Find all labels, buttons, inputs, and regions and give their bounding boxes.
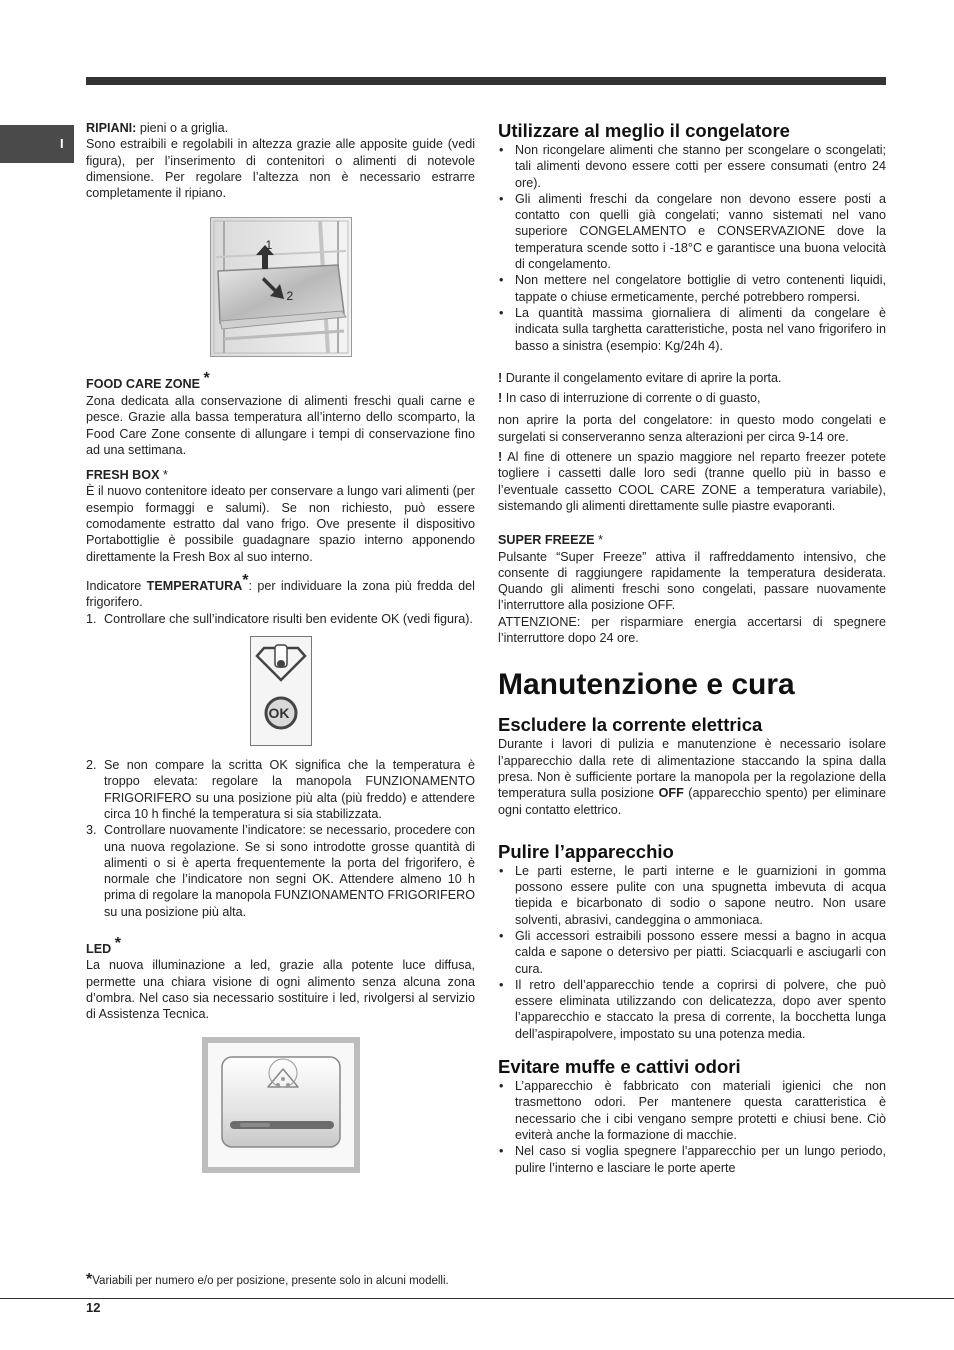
warning-icon: !	[498, 391, 503, 406]
footnote-text: Variabili per numero e/o per posizione, presente solo in alcuni modelli.	[92, 1275, 449, 1287]
list-item: • Gli alimenti freschi da congelare non devono essere posti a contatto con quelli già congelati; vanno sistemati nel vano superiore CONGELAMENTO e CONSERVAZIONE dove la temperatura scende sotto i -18°C e garantisce una buona velocità di congelamento.	[498, 191, 886, 272]
page-title: Manutenzione e cura	[498, 668, 795, 702]
super-freeze-heading	[498, 532, 886, 548]
warning-text: Durante il congelamento evitare di aprire la porta.	[502, 370, 782, 385]
fresh-box-text: È il nuovo contenitore ideato per conservare a lungo vari alimenti (per esempio formaggi e salumi). Se non richiesto, può essere comodamente estratto dal vano frigo. Ove presente il dispositivo Portabottiglie è possibile guadagnare spazio interno apponendo direttamente la Fresh Box al suo interno.	[86, 484, 475, 564]
power-title: Escludere la corrente elettrica	[498, 714, 763, 736]
step-text: Controllare nuovamente l’indicatore: se necessario, procedere con una nuova regolazione. Se si sono introdotte grosse quantità di alimenti o si è aperta frequentemente la porta del frigorifero, è normale che l’indicatore non segni OK. Attendere almeno 10 h prima di regolare la manopola FUNZIONAMENTO FRIGORIFERO su una posizione più alta.	[104, 823, 475, 919]
food-care-text: Zona dedicata alla conservazione di alimenti freschi quali carne e pesce. Grazie alla bassa temperatura all’interno dello scomparto, la Food Care Zone consente di allungare i tempi di conservazione fino ad una settimana.	[86, 393, 475, 457]
step-item	[86, 757, 475, 822]
super-freeze-warning: ATTENZIONE: per risparmiare energia accertarsi di spegnere l’interruttore dopo 24 ore.	[498, 614, 886, 646]
power-text	[498, 736, 886, 817]
mould-list	[498, 1078, 886, 1176]
indicator-post: : per individuare la zona più fredda del frigorifero.	[86, 579, 475, 610]
list-item: • Le parti esterne, le parti interne e le guarnizioni in gomma possono essere pulite con una spugnetta imbevuta di acqua tiepida e bicarbonato di sodio o sapone neutro. Non usare solventi, abrasivi, candeggina o ammoniaca.	[498, 863, 886, 928]
top-rule	[86, 77, 886, 85]
clean-list	[498, 863, 886, 1042]
warning-icon: !	[498, 370, 503, 385]
page-number: 12	[86, 1300, 101, 1315]
step-number: 1.	[86, 611, 97, 626]
step-number: 3.	[86, 823, 97, 838]
indicator-illustration	[250, 636, 312, 746]
led-illustration	[202, 1037, 360, 1173]
list-item: • Gli accessori estraibili possono essere messi a bagno in acqua calda e sapone o detersivo per piatti. Sciacquarli e asciugarli con cura.	[498, 928, 886, 977]
led-heading	[86, 936, 475, 957]
temperature-indicator-figure	[250, 636, 312, 746]
warning-1	[498, 370, 886, 386]
ripiani-intro: pieni o a griglia.	[136, 121, 229, 135]
shelf-figure-label-1: 1	[265, 238, 273, 253]
super-freeze-text: Pulsante “Super Freeze” attiva il raffreddamento intensivo, che consente di raggiungere rapidamente la temperatura desiderata. Quando gli alimenti freschi sono congelati, passare nuovamente l’interruttore alla posizione OFF.	[498, 549, 886, 613]
list-item: • Non ricongelare alimenti che stanno per scongelare o scongelati; tali alimenti devono essere cotti per essere consumati (entro 24 ore).	[498, 142, 886, 191]
left-column	[86, 120, 475, 1173]
step-item	[86, 822, 475, 920]
food-care-heading	[86, 371, 475, 392]
ok-label: OK	[268, 705, 290, 722]
indicator-intro	[86, 573, 475, 611]
shelf-illustration	[210, 217, 352, 357]
right-column	[498, 120, 886, 1176]
step-text: Controllare che sull’indicatore risulti ben evidente OK (vedi figura).	[104, 611, 473, 626]
list-item: • Il retro dell’apparecchio tende a coprirsi di polvere, che può essere eliminata utilizzando con delicatezza, dopo aver spento l’apparecchio e staccato la presa di corrente, la bocchetta lunga dell’aspirapolvere, impostato su una potenza media.	[498, 977, 886, 1042]
bottom-rule	[0, 1298, 954, 1299]
warning-2-continued: non aprire la porta del congelatore: in questo modo congelati e surgelati si conserveranno senza alterazioni per circa 9-14 ore.	[498, 413, 886, 444]
power-text-pre: Durante i lavori di pulizia e manutenzione è necessario isolare l’apparecchio dalla rete di alimentazione staccando la spina dalla presa. Non è sufficiente portare la manopola per la regolazione della temperatura sulla posizione	[498, 737, 886, 801]
mould-title: Evitare muffe e cattivi odori	[498, 1056, 741, 1078]
power-text-post: (apparecchio spento) per eliminare ogni contatto elettrico.	[498, 786, 886, 817]
indicator-star: *	[242, 571, 249, 589]
warning-text: Al fine di ottenere un spazio maggiore nel reparto freezer potete togliere i cassetti dalle loro sedi (tranne quello più in basso e l’eventuale cassetto COOL CARE ZONE a temperatura variabile), sistemando gli alimenti direttamente sulle piastre evaporanti.	[498, 450, 886, 513]
ripiani-section	[86, 120, 475, 201]
list-item: • La quantità massima giornaliera di alimenti da congelare è indicata sulla targhetta caratteristiche, posta nel vano frigorifero in basso a sinistra (esempio: Kg/24h 4).	[498, 305, 886, 354]
language-tab-label: I	[60, 136, 64, 151]
warning-2	[498, 390, 886, 406]
shelf-figure	[210, 217, 352, 357]
freezer-title: Utilizzare al meglio il congelatore	[498, 120, 790, 141]
super-freeze-star: *	[598, 533, 603, 548]
indicator-steps-b	[86, 757, 475, 920]
warning-3	[498, 449, 886, 514]
fresh-box-label: FRESH BOX	[86, 468, 160, 483]
indicator-pre: Indicatore	[86, 579, 147, 594]
step-item	[86, 611, 475, 627]
freezer-list	[498, 142, 886, 354]
footnote-star: *	[86, 1271, 93, 1288]
food-care-star: *	[203, 370, 210, 388]
food-care-label: FOOD CARE ZONE	[86, 377, 201, 392]
ripiani-label: RIPIANI:	[86, 121, 137, 135]
indicator-steps-a	[86, 611, 475, 627]
shelf-figure-label-2: 2	[286, 289, 294, 304]
list-item: • Non mettere nel congelatore bottiglie di vetro contenenti liquidi, tappate o chiuse ermeticamente, perché potrebbero rompersi.	[498, 272, 886, 305]
super-freeze-label: SUPER FREEZE	[498, 533, 595, 548]
language-tab	[0, 125, 74, 163]
list-item: • Nel caso si voglia spegnere l’apparecchio per un lungo periodo, pulire l’interno e lasciare le porte aperte	[498, 1143, 886, 1176]
list-item: • L’apparecchio è fabbricato con materiali igienici che non trasmettono odori. Per mantenere questa caratteristica è necessario che i cibi vengano sempre protetti e chiusi bene. Ciò eviterà anche la formazione di macchie.	[498, 1078, 886, 1143]
step-number: 2.	[86, 758, 97, 773]
led-label: LED	[86, 942, 112, 957]
clean-title: Pulire l’apparecchio	[498, 840, 674, 862]
fresh-box-star: *	[162, 468, 168, 483]
fresh-box-heading	[86, 467, 475, 483]
ripiani-text: Sono estraibili e regolabili in altezza grazie alle apposite guide (vedi figura), per l’inserimento di contenitori o alimenti di notevole dimensione. Per regolare l’altezza non è necessario estrarre completamente il ripiano.	[86, 137, 475, 201]
led-star: *	[114, 934, 121, 952]
led-figure	[202, 1037, 360, 1173]
step-text: Se non compare la scritta OK significa che la temperatura è troppo elevata: regolare la manopola FUNZIONAMENTO FRIGORIFERO su una posizione più alta (più freddo) e attendere circa 10 h finché la temperatura si sia stabilizzata.	[104, 758, 475, 821]
power-off-label: OFF	[658, 786, 684, 801]
footnote	[86, 1272, 506, 1289]
led-text: La nuova illuminazione a led, grazie alla potente luce diffusa, permette una chiara visione di ogni alimento senza alcuna zona d’ombra. Nel caso sia necessario sostituire i led, rivolgersi al servizio di Assistenza Tecnica.	[86, 958, 475, 1022]
warning-text: In caso di interruzione di corrente o di guasto,	[502, 391, 761, 406]
warning-icon: !	[498, 450, 503, 465]
indicator-bold: TEMPERATURA	[146, 579, 243, 594]
